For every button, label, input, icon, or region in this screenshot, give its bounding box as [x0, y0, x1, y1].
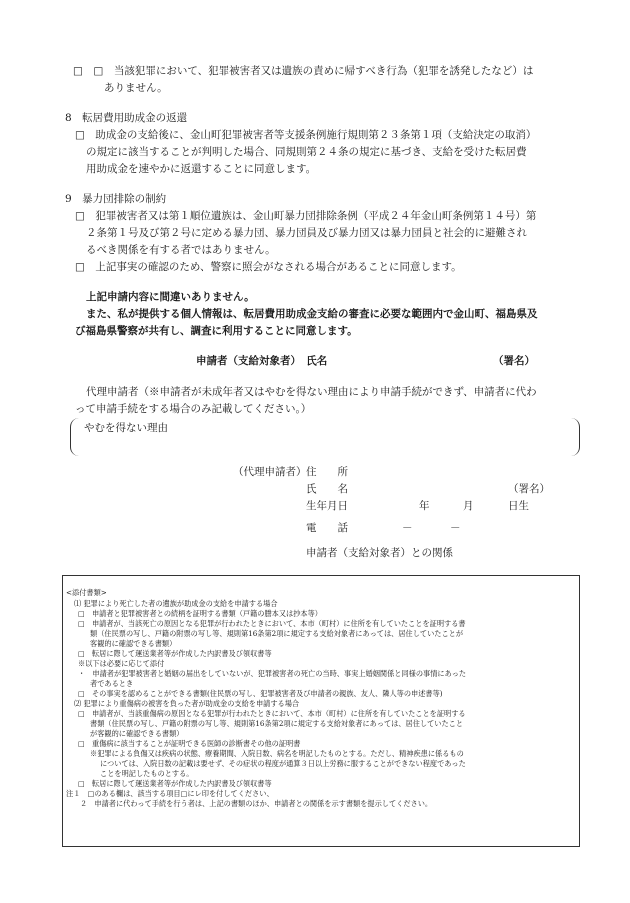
attachment-note1: 注１ □のある欄は、該当する項目□にレ印を付してください、 — [66, 789, 274, 798]
agent-phone-label: 電 話 — [306, 522, 348, 534]
attachment-line: ⑵ 犯罪により重傷病の被害を負った者が助成金の支給を申請する場合 — [74, 699, 300, 708]
declaration-line2: また、私が提供する個人情報は、転居費用助成金支給の審査に必要な範囲内で金山町、福島県及 — [86, 308, 538, 320]
agent-birthdate-label: 生年月日 — [306, 500, 348, 512]
agent-note1: 代理申請者（※申請者が未成年者又はやむを得ない理由により申請手続ができず、申請者に代わ — [86, 386, 537, 398]
attachment-line: ※以下は必要に応じて添付 — [78, 659, 165, 668]
section8-line: 用助成金を速やかに返還することに同意します。 — [86, 163, 317, 175]
attachment-line: □ その事実を認めることができる書類(住民票の写し、犯罪被害者及び申請者の親族、友人、隣人等の申述書等) — [78, 689, 443, 698]
agent-name-label: 氏 名 — [306, 483, 348, 495]
agent-prefix: （代理申請者） — [233, 466, 307, 478]
section9-line: るべき関係を有する者ではありません。 — [86, 244, 276, 256]
section8-line: の規定に該当することが判明した場合、同規則第２４条の規定に基づき、支給を受けた転居費 — [86, 146, 527, 158]
agent-address-label: 住 所 — [306, 466, 348, 478]
section9-line: ２条第１号及び第２号に定める暴力団、暴力団員及び暴力団又は暴力団員と社会的に避難され — [86, 227, 527, 239]
applicant-label: 申請者（支給対象者） 氏名 — [196, 355, 328, 367]
attachment-line: □ 転居に際して運送業者等が作成した内訳書及び領収書等 — [78, 649, 272, 658]
item-top-line1: □ □ 当該犯罪において、犯罪被害者又は遺族の責めに帰すべき行為（犯罪を誘発したなど）は — [73, 65, 534, 77]
applicant-seal: （署名） — [493, 355, 535, 367]
section8-heading: 8 転居費用助成金の返還 — [65, 112, 188, 124]
agent-day: 日生 — [508, 500, 529, 512]
attachment-line: □ 申請者と犯罪被害者との続柄を証明する書類（戸籍の謄本又は抄本等） — [78, 609, 322, 618]
attachment-line: が客観的に確認できる書類） — [90, 729, 184, 738]
reason-label: やむを得ない理由 — [84, 422, 168, 434]
attachment-line: □ 転居に際して運送業者等が作成した内訳書及び領収書等 — [78, 779, 272, 788]
attachment-line: 類（住民票の写し、戸籍の附票の写し等、規則第16条第2項に規定する支給対象者にあっては、居住していたことが — [90, 629, 464, 638]
agent-note2: って申請手続をする場合のみ記載してください。） — [75, 403, 312, 415]
attachment-line: □ 申請者が、当該死亡の原因となる犯罪が行われたときにおいて、本市（町村）に住所を有していたことを証明する書 — [78, 619, 466, 628]
agent-phone-dash1: － — [402, 522, 413, 534]
attachment-line: ・ 申請者が犯罪被害者と婚姻の届出をしていないが、犯罪被害者の死亡の当時、事実上婚姻関係と同様の事情にあった — [78, 669, 467, 678]
attachment-line: □ 重傷病に該当することが証明できる医師の診断書その他の証明書 — [78, 739, 301, 748]
section9-heading: 9 暴力団排除の制約 — [65, 193, 167, 205]
attachment-line: については、入院日数の記載は要せず、その症状の程度が通算３日以上労務に服することができない程度であった — [100, 759, 466, 768]
attachment-line: 者であるとき — [90, 679, 134, 688]
attachment-line: ことを明記したものとする。 — [100, 769, 194, 778]
attachment-note2: ２ 申請者に代わって手続を行う者は、上記の書類のほか、申請者との関係を示す書類を提示してください。 — [80, 799, 433, 808]
attachment-line: 客観的に確認できる書類） — [90, 639, 177, 648]
section8-line: □ 助成金の支給後に、金山町犯罪被害者等支援条例施行規則第２３条第１項（支給決定の取消） — [75, 129, 537, 141]
agent-year: 年 — [419, 500, 430, 512]
attachment-line: □ 申請者が、当該重傷病の原因となる犯罪が行われたときにおいて、本市（町村）に住所を有していたことを証明する — [78, 709, 466, 718]
attachment-line: ⑴ 犯罪により死亡した者の遺族が助成金の支給を申請する場合 — [74, 599, 278, 608]
section9-line: □ 上記事実の確認のため、警察に照会がなされる場合があることに同意します。 — [75, 261, 462, 273]
declaration-line3: び福島県警察が共有し、調査に利用することに同意します。 — [75, 325, 358, 337]
agent-month: 月 — [463, 500, 474, 512]
attachment-line: 書類（住民票の写し、戸籍の附票の写し等、規則第16条第2項に規定する支給対象者にあっては、居住していたこと — [90, 719, 464, 728]
attachments-title: <添付書類> — [66, 588, 107, 597]
item-top-line2: ありません。 — [104, 82, 168, 94]
attachment-line: ※犯罪による負傷又は疾病の状態、療養期間、入院日数、病名を明記したものとする。ただし、精神疾患に係るもの — [90, 749, 464, 758]
agent-relation-label: 申請者（支給対象者）との関係 — [306, 547, 453, 559]
section9-line: □ 犯罪被害者又は第１順位遺族は、金山町暴力団排除条例（平成２４年金山町条例第１４号）第 — [75, 210, 537, 222]
declaration-line1: 上記申請内容に間違いありません。 — [86, 291, 255, 303]
agent-phone-dash2: － — [450, 522, 461, 534]
agent-seal: （署名） — [508, 483, 550, 495]
